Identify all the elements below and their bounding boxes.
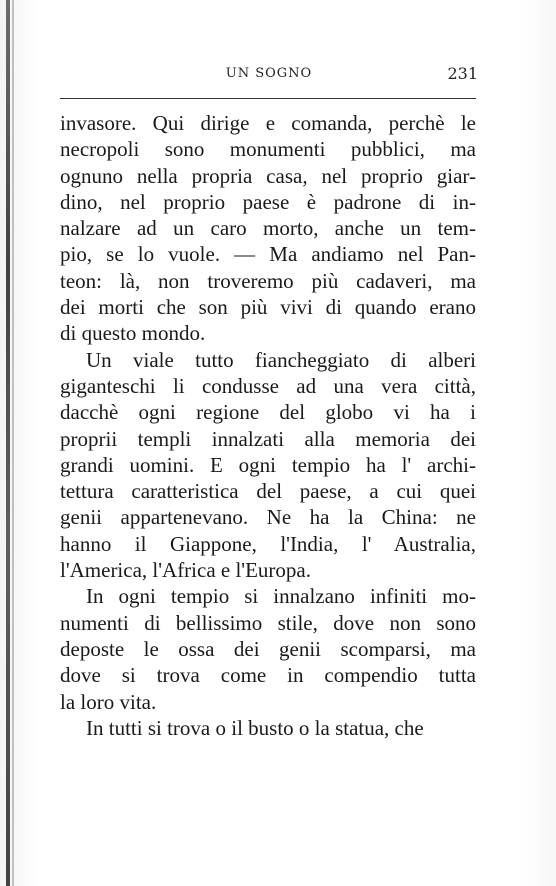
text-line: necropoli sono monumenti pubblici, ma <box>60 137 476 162</box>
text-line: proprii templi innalzati alla memoria dei <box>60 426 476 451</box>
text-line: ognuno nella propria casa, nel proprio giar- <box>60 163 476 188</box>
text-line: In ogni tempio si innalzano infiniti mo- <box>86 584 476 609</box>
running-title: UN SOGNO <box>225 66 313 81</box>
text-line: tettura caratteristica del paese, a cui quei <box>60 479 476 504</box>
page-header <box>60 66 478 88</box>
header-rule <box>60 98 476 99</box>
text-line: dei morti che son più vivi di quando erano <box>60 295 476 320</box>
page-binding-edge <box>6 0 10 886</box>
text-line: pio, se lo vuole. — Ma andiamo nel Pan- <box>60 242 476 267</box>
body-text <box>60 110 476 741</box>
text-line: dacchè ogni regione del globo vi ha i <box>60 400 476 425</box>
text-line: la loro vita. <box>60 689 157 714</box>
page-number: 231 <box>447 64 478 83</box>
text-line: l'America, l'Africa e l'Europa. <box>60 558 311 583</box>
text-line: di questo mondo. <box>60 321 206 346</box>
text-line: dino, nel proprio paese è padrone di in- <box>60 189 476 214</box>
text-line: genii appartenevano. Ne ha la China: ne <box>60 505 476 530</box>
text-line: deposte le ossa dei genii scomparsi, ma <box>60 636 476 661</box>
text-line: hanno il Giappone, l'India, l' Australia, <box>60 531 476 556</box>
text-line: nalzare ad un caro morto, anche un tem- <box>60 216 476 241</box>
text-line: grandi uomini. E ogni tempio ha l' archi- <box>60 452 476 477</box>
text-line: Un viale tutto fiancheggiato di alberi <box>86 347 476 372</box>
text-line: giganteschi li condusse ad una vera città, <box>60 373 476 398</box>
text-line: dove si trova come in compendio tutta <box>60 663 476 688</box>
text-line: numenti di bellissimo stile, dove non sono <box>60 610 476 635</box>
page-binding-shadow <box>12 0 14 886</box>
text-line: teon: là, non troveremo più cadaveri, ma <box>60 268 476 293</box>
text-line: invasore. Qui dirige e comanda, perchè le <box>60 111 476 135</box>
text-line: In tutti si trova o il busto o la statua, che <box>86 715 424 740</box>
